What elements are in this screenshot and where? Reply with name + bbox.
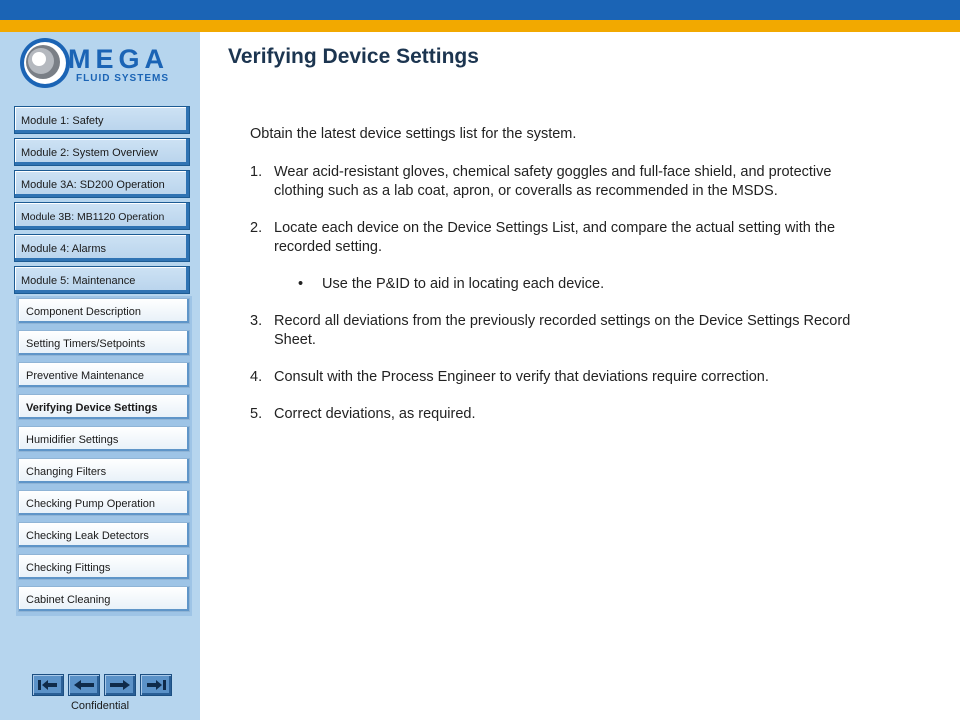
submenu-component-description[interactable]: Component Description xyxy=(18,298,190,324)
next-page-button[interactable] xyxy=(104,674,136,696)
previous-page-icon xyxy=(72,678,96,692)
submenu-changing-filters[interactable]: Changing Filters xyxy=(18,458,190,484)
procedure-content xyxy=(250,125,860,442)
step-number: 2. xyxy=(250,220,263,236)
first-page-button[interactable] xyxy=(32,674,64,696)
svg-text:MEGA: MEGA xyxy=(68,44,169,74)
submenu-checking-pump-operation[interactable]: Checking Pump Operation xyxy=(18,490,190,516)
module-2-system-overview-button[interactable]: Module 2: System Overview xyxy=(14,138,190,166)
step-number: 3. xyxy=(250,313,263,329)
submenu-humidifier-settings[interactable]: Humidifier Settings xyxy=(18,426,190,452)
omega-logo-icon xyxy=(18,36,188,92)
submenu-verifying-device-settings[interactable]: Verifying Device Settings xyxy=(18,394,190,420)
step-number: 4. xyxy=(250,369,263,385)
step-text: Locate each device on the Device Settings List, and compare the actual setting with the recorded setting. xyxy=(274,220,836,255)
submenu-cabinet-cleaning[interactable]: Cabinet Cleaning xyxy=(18,586,190,612)
confidential-label: Confidential xyxy=(70,700,130,712)
procedure-step xyxy=(250,368,860,387)
module-3a-sd200-operation-button[interactable]: Module 3A: SD200 Operation xyxy=(14,170,190,198)
procedure-step xyxy=(250,312,860,350)
submenu-setting-timers-setpoints[interactable]: Setting Timers/Setpoints xyxy=(18,330,190,356)
procedure-bullet xyxy=(250,275,860,294)
first-page-icon xyxy=(36,678,60,692)
step-text: Wear acid-resistant gloves, chemical safety goggles and full-face shield, and protective clothing such as a lab coat, apron, or coveralls as recommended in the MSDS. xyxy=(274,164,832,199)
previous-page-button[interactable] xyxy=(68,674,100,696)
step-text: Record all deviations from the previously recorded settings on the Device Settings Record Sheet. xyxy=(274,313,851,348)
module-5-maintenance-button[interactable]: Module 5: Maintenance xyxy=(14,266,190,294)
slide-navigation xyxy=(28,674,172,696)
procedure-step xyxy=(250,163,860,201)
company-logo xyxy=(18,36,188,92)
step-number: 5. xyxy=(250,406,263,422)
last-page-icon xyxy=(144,678,168,692)
procedure-step xyxy=(250,405,860,424)
bullet-mark: • xyxy=(298,276,304,292)
submenu-checking-fittings[interactable]: Checking Fittings xyxy=(18,554,190,580)
bullet-text: Use the P&ID to aid in locating each device. xyxy=(322,276,605,292)
module-4-alarms-button[interactable]: Module 4: Alarms xyxy=(14,234,190,262)
submenu-checking-leak-detectors[interactable]: Checking Leak Detectors xyxy=(18,522,190,548)
module-3b-mb1120-operation-button[interactable]: Module 3B: MB1120 Operation xyxy=(14,202,190,230)
page-title: Verifying Device Settings xyxy=(228,45,479,68)
next-page-icon xyxy=(108,678,132,692)
header-accent-stripe xyxy=(0,20,960,32)
step-text: Correct deviations, as required. xyxy=(274,406,476,422)
last-page-button[interactable] xyxy=(140,674,172,696)
intro-text: Obtain the latest device settings list for the system. xyxy=(250,126,577,142)
header-bar xyxy=(0,0,960,20)
step-number: 1. xyxy=(250,164,263,180)
svg-text:FLUID SYSTEMS: FLUID SYSTEMS xyxy=(76,73,170,84)
step-text: Consult with the Process Engineer to verify that deviations require correction. xyxy=(274,369,769,385)
procedure-step xyxy=(250,219,860,257)
module-1-safety-button[interactable]: Module 1: Safety xyxy=(14,106,190,134)
submenu-preventive-maintenance[interactable]: Preventive Maintenance xyxy=(18,362,190,388)
